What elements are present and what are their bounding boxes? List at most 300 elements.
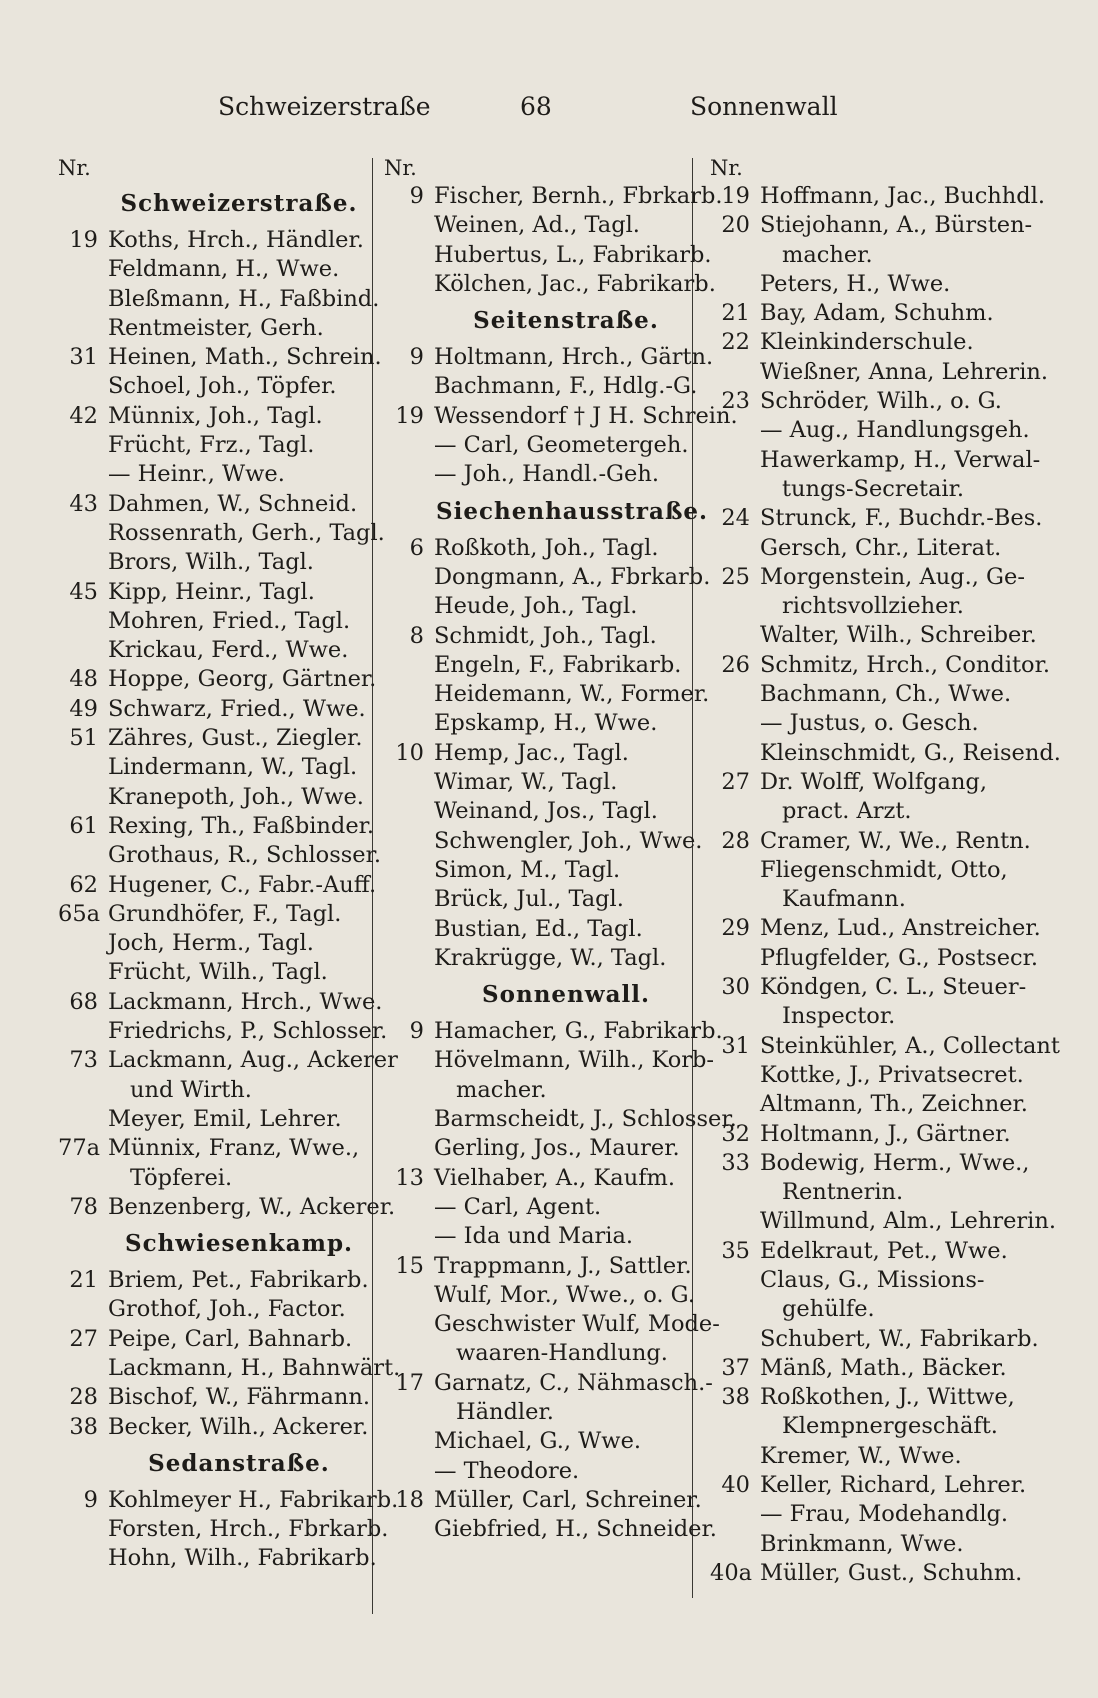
directory-entry: [384, 1310, 720, 1339]
directory-entry: [710, 446, 1041, 475]
directory-entry: [710, 1383, 1030, 1412]
resident-text: Geschwister Wulf, Mode-: [434, 1311, 720, 1338]
entry-continuation: [710, 475, 1030, 504]
house-number: 40a: [710, 1559, 753, 1586]
resident-text: Bustian, Ed., Tagl.: [434, 915, 643, 942]
resident-text: Hövelmann, Wilh., Korb-: [434, 1047, 715, 1074]
directory-entry: [710, 651, 1051, 680]
resident-text: Krickau, Ferd., Wwe.: [108, 637, 349, 664]
resident-text: Hemp, Jac., Tagl.: [434, 739, 629, 766]
directory-entry: [58, 900, 368, 929]
directory-entry: [384, 563, 711, 592]
house-number: 40: [721, 1472, 750, 1499]
directory-entry: [58, 1134, 368, 1163]
directory-entry: [58, 314, 368, 343]
resident-text: Willmund, Alm., Lehrerin.: [760, 1208, 1056, 1235]
house-number: [710, 1500, 760, 1529]
entry-continuation: [710, 885, 1030, 914]
directory-entry: [58, 724, 368, 753]
house-number: 10: [395, 739, 424, 766]
directory-entry: [710, 621, 1037, 650]
resident-text: Münnix, Franz, Wwe.,: [108, 1135, 360, 1162]
house-number: 15: [395, 1252, 424, 1279]
directory-entry: [384, 1164, 696, 1193]
house-number: [710, 856, 760, 885]
house-number: 22: [721, 329, 750, 356]
resident-text: Schwengler, Joh., Wwe.: [434, 827, 703, 854]
resident-text: Roßkothen, J., Wittwe,: [760, 1384, 1015, 1411]
number-spacer: [710, 475, 760, 504]
house-number: [58, 1017, 108, 1046]
house-number: 31: [69, 344, 98, 371]
directory-entry: [58, 753, 368, 782]
directory-entry: [58, 1486, 399, 1515]
directory-entry: [58, 1515, 389, 1544]
directory-entry: [384, 1193, 696, 1222]
entry-continuation: [384, 1398, 696, 1427]
directory-entry: [710, 328, 1030, 357]
directory-entry: [710, 1325, 1039, 1354]
resident-text: Bodewig, Herm., Wwe.,: [760, 1149, 1030, 1176]
directory-entry: [710, 856, 1030, 885]
number-spacer: [710, 797, 760, 826]
resident-text: Rentmeister, Gerh.: [108, 314, 324, 341]
resident-text: Steinkühler, A., Collectant: [760, 1032, 1060, 1059]
resident-text: Kaufmann.: [782, 886, 906, 913]
resident-text: Simon, M., Tagl.: [434, 856, 621, 883]
resident-text: Holtmann, J., Gärtner.: [760, 1120, 1011, 1147]
resident-text: Kölchen, Jac., Fabrikarb.: [434, 270, 716, 297]
directory-entry: [384, 622, 696, 651]
directory-entry: [384, 1017, 723, 1046]
directory-entry: [710, 1266, 1030, 1295]
directory-entry: [710, 1471, 1030, 1500]
resident-text: Kleinschmidt, G., Reisend.: [760, 739, 1061, 766]
entry-continuation: [384, 1076, 696, 1105]
header-left-street: Schweizerstraße: [218, 92, 431, 121]
house-number: [710, 1442, 760, 1471]
directory-entry: [384, 1252, 696, 1281]
directory-entry: [58, 372, 368, 401]
street-heading: Schweizerstraße.: [120, 190, 358, 217]
house-number: 21: [721, 300, 750, 327]
house-number: [384, 563, 434, 592]
resident-text: Gerling, Jos., Maurer.: [434, 1135, 680, 1162]
house-number: 42: [69, 402, 98, 429]
directory-entry: [384, 1134, 696, 1163]
directory-entry: [58, 1383, 371, 1412]
resident-text: Bay, Adam, Schuhm.: [760, 300, 994, 327]
house-number: 18: [395, 1486, 424, 1513]
street-heading: Siechenhausstraße.: [436, 497, 709, 525]
directory-entry: [384, 915, 696, 944]
directory-entry: [710, 944, 1039, 973]
resident-text: Mohren, Fried., Tagl.: [108, 607, 351, 634]
header-right-street: Sonnenwall: [690, 92, 838, 121]
number-spacer: [710, 241, 760, 270]
resident-text: Händler.: [456, 1398, 554, 1425]
house-number: 25: [721, 563, 750, 590]
resident-text: Kranepoth, Joh., Wwe.: [108, 783, 364, 810]
resident-text: — Heinr., Wwe.: [108, 461, 285, 488]
directory-entry: [710, 827, 1030, 856]
house-number: [384, 709, 434, 738]
resident-text: — Carl, Geometergeh.: [434, 432, 689, 459]
directory-entry: [710, 1090, 1030, 1119]
resident-text: Krakrügge, W., Tagl.: [434, 944, 667, 971]
nr-label: Nr.: [58, 156, 91, 180]
house-number: [58, 519, 108, 548]
resident-text: Lackmann, Hrch., Wwe.: [108, 988, 383, 1015]
house-number: [384, 241, 434, 270]
directory-entry: [384, 827, 703, 856]
directory-entry: [58, 255, 368, 284]
resident-text: Brinkmann, Wwe.: [760, 1530, 964, 1557]
directory-entry: [710, 1442, 1030, 1471]
resident-text: Joch, Herm., Tagl.: [108, 930, 314, 957]
resident-text: Morgenstein, Aug., Ge-: [760, 563, 1025, 590]
house-number: 27: [721, 768, 750, 795]
house-number: 9: [409, 183, 424, 209]
house-number: 19: [721, 183, 750, 209]
directory-entry: [58, 343, 382, 372]
resident-text: Trappmann, J., Sattler.: [434, 1252, 692, 1279]
directory-entry: [384, 856, 696, 885]
resident-text: — Joh., Handl.-Geh.: [434, 461, 659, 488]
resident-text: Bachmann, Ch., Wwe.: [760, 681, 1012, 708]
number-spacer: [710, 1295, 760, 1324]
resident-text: Dahmen, W., Schneid.: [108, 490, 358, 517]
house-number: 49: [69, 695, 98, 722]
directory-entry: [58, 929, 368, 958]
house-number: [58, 607, 108, 636]
directory-entry: [58, 548, 368, 577]
directory-entry: [58, 665, 377, 694]
house-number: [384, 797, 434, 826]
directory-entry: [710, 534, 1030, 563]
resident-text: Weinand, Jos., Tagl.: [434, 798, 658, 825]
resident-text: Kottke, J., Privatsecret.: [760, 1061, 1024, 1088]
directory-entry: [710, 563, 1030, 592]
directory-entry: [58, 519, 385, 548]
directory-entry: [710, 1559, 1030, 1588]
house-number: [384, 1046, 434, 1075]
house-number: 19: [69, 227, 98, 253]
house-number: 27: [69, 1325, 98, 1352]
resident-text: Forsten, Hrch., Fbrkarb.: [108, 1516, 389, 1543]
directory-entry: [384, 944, 696, 973]
directory-entry: [384, 534, 696, 563]
resident-text: Strunck, F., Buchdr.-Bes.: [760, 505, 1043, 532]
house-number: [58, 431, 108, 460]
resident-text: Cramer, W., We., Rentn.: [760, 827, 1031, 854]
house-number: 51: [69, 725, 98, 752]
resident-text: Wulf, Mor., Wwe., o. G.: [434, 1281, 695, 1308]
directory-entry: [384, 592, 696, 621]
house-number: [710, 709, 760, 738]
directory-entry: [710, 299, 1030, 328]
house-number: 21: [69, 1267, 98, 1294]
directory-entry: [384, 1222, 696, 1251]
resident-text: Wessendorf † J H. Schrein.: [434, 402, 738, 429]
house-number: [710, 270, 760, 299]
resident-text: Grundhöfer, F., Tagl.: [108, 900, 342, 927]
directory-entry: [58, 1325, 368, 1354]
directory-entry: [58, 1266, 368, 1295]
directory-entry: [58, 841, 382, 870]
house-number: [58, 929, 108, 958]
resident-text: Lackmann, H., Bahnwärt.: [108, 1354, 401, 1381]
house-number: [710, 1266, 760, 1295]
directory-entry: [58, 636, 368, 665]
entry-continuation: [58, 1164, 368, 1193]
directory-entry: [710, 1149, 1030, 1178]
directory-entry: [710, 1061, 1030, 1090]
entry-continuation: [710, 1178, 1030, 1207]
resident-text: — Ida und Maria.: [434, 1223, 634, 1250]
directory-entry: [384, 651, 696, 680]
resident-text: Kipp, Heinr., Tagl.: [108, 578, 315, 605]
resident-text: Frücht, Wilh., Tagl.: [108, 959, 328, 986]
resident-text: Heude, Joh., Tagl.: [434, 593, 638, 620]
resident-text: Brors, Wilh., Tagl.: [108, 549, 314, 576]
house-number: [58, 548, 108, 577]
number-spacer: [710, 1178, 760, 1207]
house-number: [384, 915, 434, 944]
number-spacer: [710, 1002, 760, 1031]
resident-text: Töpferei.: [130, 1164, 233, 1191]
resident-text: Schwarz, Fried., Wwe.: [108, 695, 366, 722]
resident-text: Edelkraut, Pet., Wwe.: [760, 1237, 1008, 1264]
resident-text: Grothaus, R., Schlosser.: [108, 842, 382, 869]
resident-text: Michael, G., Wwe.: [434, 1428, 642, 1455]
street-heading: Schwiesenkamp.: [124, 1230, 354, 1258]
directory-entry: [58, 1354, 401, 1383]
directory-entry: [384, 709, 696, 738]
directory-entry: [710, 358, 1049, 387]
house-number: 19: [395, 402, 424, 429]
directory-entry: [384, 182, 723, 211]
resident-text: Altmann, Th., Zeichner.: [760, 1091, 1028, 1118]
house-number: 48: [69, 666, 98, 693]
directory-entry: [384, 1369, 713, 1398]
house-number: [384, 431, 434, 460]
number-spacer: [710, 592, 760, 621]
house-number: [384, 1222, 434, 1251]
house-number: [384, 944, 434, 973]
resident-text: Menz, Lud., Anstreicher.: [760, 915, 1041, 942]
house-number: 68: [69, 988, 98, 1015]
house-number: [58, 1295, 108, 1324]
resident-text: — Frau, Modehandlg.: [760, 1501, 1009, 1528]
house-number: [58, 1105, 108, 1134]
directory-entry: [58, 871, 377, 900]
house-number: 29: [721, 915, 750, 942]
directory-entry: [710, 1032, 1060, 1061]
house-number: [384, 1105, 434, 1134]
resident-text: Hoppe, Georg, Gärtner.: [108, 666, 377, 693]
house-number: 35: [721, 1237, 750, 1264]
house-number: [384, 1310, 434, 1339]
resident-text: Koths, Hrch., Händler.: [108, 227, 364, 253]
directory-entry: [710, 504, 1043, 533]
resident-text: Peters, H., Wwe.: [760, 270, 951, 297]
directory-entry: [384, 241, 712, 270]
house-number: [384, 885, 434, 914]
entry-continuation: [710, 1295, 1030, 1324]
house-number: 45: [69, 578, 98, 605]
resident-text: Dongmann, A., Fbrkarb.: [434, 563, 711, 590]
house-number: 9: [409, 344, 424, 371]
directory-entry: [710, 1354, 1030, 1383]
resident-text: Hubertus, L., Fabrikarb.: [434, 241, 712, 268]
house-number: 28: [721, 827, 750, 854]
number-spacer: [58, 1164, 108, 1193]
resident-text: Schmidt, Joh., Tagl.: [434, 622, 657, 649]
house-number: [58, 255, 108, 284]
resident-text: Klempnergeschäft.: [782, 1413, 998, 1440]
resident-text: Vielhaber, A., Kaufm.: [434, 1164, 676, 1191]
entry-continuation: [384, 1339, 696, 1368]
directory-entry: [384, 1427, 696, 1456]
house-number: 28: [69, 1384, 98, 1411]
number-spacer: [710, 1412, 760, 1441]
house-number: [710, 680, 760, 709]
directory-entry: [710, 416, 1030, 445]
house-number: 9: [83, 1486, 98, 1513]
resident-text: Epskamp, H., Wwe.: [434, 710, 658, 737]
directory-entry: [58, 226, 368, 255]
resident-text: Inspector.: [782, 1003, 896, 1030]
directory-entry: [58, 695, 368, 724]
resident-text: Zähres, Gust., Ziegler.: [108, 725, 363, 752]
number-spacer: [384, 1398, 434, 1427]
page-header: [0, 92, 1098, 126]
resident-text: und Wirth.: [130, 1076, 252, 1103]
resident-text: Rentnerin.: [782, 1179, 904, 1206]
directory-entry: [710, 1120, 1030, 1149]
house-number: [384, 651, 434, 680]
house-number: [58, 372, 108, 401]
entry-continuation: [710, 592, 1030, 621]
resident-text: Stiejohann, A., Bürsten-: [760, 212, 1033, 239]
resident-text: pract. Arzt.: [782, 798, 912, 825]
resident-text: Schoel, Joh., Töpfer.: [108, 373, 337, 400]
directory-entry: [384, 739, 696, 768]
house-number: [384, 1193, 434, 1222]
entry-continuation: [710, 1412, 1030, 1441]
directory-entry: [384, 1105, 737, 1134]
directory-entry: [710, 973, 1030, 1002]
resident-text: Hoffmann, Jac., Buchhdl.: [760, 183, 1046, 209]
resident-text: Briem, Pet., Fabrikarb.: [108, 1267, 369, 1294]
house-number: 23: [721, 388, 750, 415]
directory-entry: [58, 578, 368, 607]
house-number: 17: [395, 1369, 424, 1396]
directory-entry: [710, 1500, 1030, 1529]
directory-entry: [384, 402, 738, 431]
directory-entry: [384, 885, 696, 914]
directory-entry: [710, 1207, 1056, 1236]
resident-text: Müller, Carl, Schreiner.: [434, 1486, 702, 1513]
resident-text: Giebfried, H., Schneider.: [434, 1516, 717, 1543]
house-number: 62: [69, 871, 98, 898]
resident-text: — Aug., Handlungsgeh.: [760, 417, 1030, 444]
street-heading: Sedanstraße.: [148, 1449, 330, 1477]
resident-text: Hawerkamp, H., Verwal-: [760, 446, 1041, 473]
house-number: [384, 1457, 434, 1486]
resident-text: Schubert, W., Fabrikarb.: [760, 1325, 1039, 1352]
house-number: [58, 1354, 108, 1383]
resident-text: Brück, Jul., Tagl.: [434, 886, 624, 913]
resident-text: Peipe, Carl, Bahnarb.: [108, 1325, 353, 1352]
directory-entry: [710, 768, 1030, 797]
resident-text: Frücht, Frz., Tagl.: [108, 432, 315, 459]
nr-label: Nr.: [710, 156, 743, 180]
resident-text: Friedrichs, P., Schlosser.: [108, 1018, 388, 1045]
resident-text: Heinen, Math., Schrein.: [108, 344, 382, 371]
directory-entry: [58, 1295, 368, 1324]
directory-entry: [58, 783, 368, 812]
house-number: [384, 592, 434, 621]
house-number: [58, 636, 108, 665]
house-number: [384, 372, 434, 401]
directory-entry: [710, 739, 1061, 768]
directory-entry: [384, 431, 696, 460]
directory-entry: [384, 343, 714, 372]
directory-entry: [384, 211, 696, 240]
house-number: 13: [395, 1164, 424, 1191]
house-number: [710, 1207, 760, 1236]
house-number: 43: [69, 490, 98, 517]
directory-entry: [384, 372, 696, 401]
directory-entry: [710, 709, 1030, 738]
resident-text: macher.: [456, 1076, 547, 1103]
resident-text: Grothof, Joh., Factor.: [108, 1296, 346, 1323]
directory-entry: [58, 1413, 368, 1442]
resident-text: macher.: [782, 241, 873, 268]
house-number: [710, 1061, 760, 1090]
house-number: [384, 1515, 434, 1544]
directory-entry: [58, 812, 375, 841]
directory-entry: [710, 387, 1030, 416]
directory-entry: [58, 1544, 377, 1573]
house-number: 9: [409, 1018, 424, 1045]
house-number: [710, 446, 760, 475]
nr-label: Nr.: [384, 156, 417, 180]
number-spacer: [384, 1339, 434, 1368]
column-1: [58, 154, 401, 1574]
house-number: [710, 358, 760, 387]
house-number: [710, 621, 760, 650]
house-number: 8: [409, 622, 424, 649]
directory-entry: [384, 680, 710, 709]
resident-text: Müller, Gust., Schuhm.: [760, 1559, 1023, 1586]
house-number: [384, 1281, 434, 1310]
entry-continuation: [58, 1076, 368, 1105]
resident-text: Gersch, Chr., Literat.: [760, 534, 1002, 561]
resident-text: Hugener, C., Fabr.-Auff.: [108, 871, 377, 898]
resident-text: Schröder, Wilh., o. G.: [760, 388, 1002, 415]
directory-entry: [384, 460, 696, 489]
directory-entry: [384, 768, 696, 797]
directory-entry: [384, 1046, 715, 1075]
directory-entry: [58, 1017, 388, 1046]
directory-entry: [58, 1046, 398, 1075]
resident-text: Holtmann, Hrch., Gärtn.: [434, 344, 714, 371]
house-number: 38: [69, 1413, 98, 1440]
resident-text: Benzenberg, W., Ackerer.: [108, 1193, 396, 1220]
